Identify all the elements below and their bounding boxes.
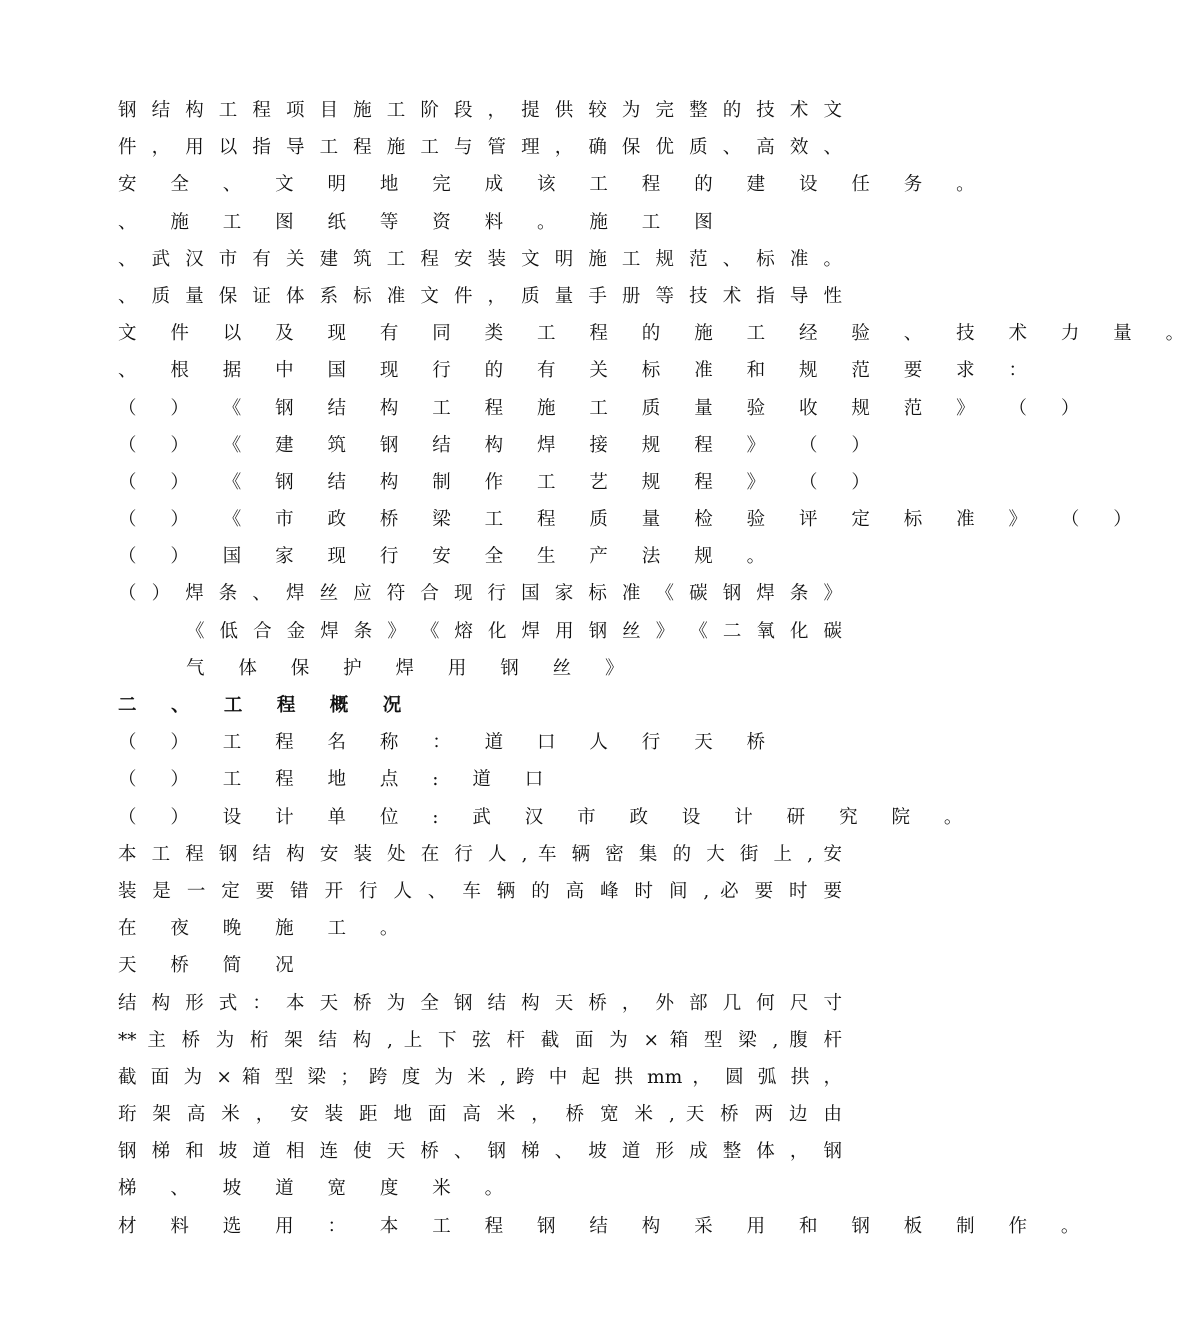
body-text-line: 材 料 选 用 ： 本 工 程 钢 结 构 采 用 和 钢 板 制 作 。 <box>118 1215 1094 1237</box>
body-text-line: 截 面 为 × 箱 型 梁 ； 跨 度 为 米 , 跨 中 起 拱 mm ， 圆 弧 拱 ， <box>118 1066 842 1088</box>
standard-reference: （ ） 《 钢 结 构 工 程 施 工 质 量 验 收 规 范 》 （ ） <box>118 397 1094 419</box>
list-item: 、 质 量 保 证 体 系 标 准 文 件 ， 质 量 手 册 等 技 术 指 导 性 <box>118 285 842 307</box>
list-item: 、 武 汉 市 有 关 建 筑 工 程 安 装 文 明 施 工 规 范 、 标 准 。 <box>118 248 842 270</box>
body-text-line: 钢 结 构 工 程 项 目 施 工 阶 段 ， 提 供 较 为 完 整 的 技 术 文 <box>118 100 842 121</box>
body-text-line: 梯 、 坡 道 宽 度 米 。 <box>118 1178 518 1200</box>
standard-reference: （ ） 国 家 现 行 安 全 生 产 法 规 。 <box>118 546 780 568</box>
project-info-item: （ ） 工 程 地 点 : 道 口 <box>118 769 558 791</box>
project-info-item: （ ） 工 程 名 称 ： 道 口 人 行 天 桥 <box>118 732 780 754</box>
body-text-line: 结 构 形 式 ： 本 天 桥 为 全 钢 结 构 天 桥 ， 外 部 几 何 尺 寸 <box>118 992 842 1014</box>
standard-reference: （ ） 《 市 政 桥 梁 工 程 质 量 检 验 评 定 标 准 》 （ ） <box>118 509 1146 531</box>
standard-reference: （ ） 《 建 筑 钢 结 构 焊 接 规 程 》 （ ） <box>118 434 884 456</box>
standard-reference-continuation: 气 体 保 护 焊 用 钢 丝 》 <box>186 657 638 679</box>
body-text-line: 装 是 一 定 要 错 开 行 人 、 车 辆 的 高 峰 时 间 , 必 要 时 要 <box>118 880 842 902</box>
body-text-line: 钢 梯 和 坡 道 相 连 使 天 桥 、 钢 梯 、 坡 道 形 成 整 体 ， 钢 <box>118 1141 842 1163</box>
list-item: 、 根 据 中 国 现 行 的 有 关 标 准 和 规 范 要 求 ： <box>118 360 1041 382</box>
standard-reference: （ ） 焊 条 、 焊 丝 应 符 合 现 行 国 家 标 准 《 碳 钢 焊 条 》 <box>118 583 842 605</box>
body-text-line: 珩 架 高 米 ， 安 装 距 地 面 高 米 ， 桥 宽 米 , 天 桥 两 边 由 <box>118 1104 842 1126</box>
section-heading: 二 、 工 程 概 况 <box>118 695 416 716</box>
document-page <box>118 92 1198 1245</box>
body-text-line: 在 夜 晚 施 工 。 <box>118 918 413 940</box>
body-text-line: 安 全 、 文 明 地 完 成 该 工 程 的 建 设 任 务 。 <box>118 174 989 196</box>
project-info-item: （ ） 设 计 单 位 : 武 汉 市 政 设 计 研 究 院 。 <box>118 806 977 828</box>
subsection-heading: 天 桥 简 况 <box>118 955 308 977</box>
standard-reference-continuation: 《 低 合 金 焊 条 》 《 熔 化 焊 用 钢 丝 》 《 二 氧 化 碳 <box>186 620 842 642</box>
body-text-line: ** 主 桥 为 桁 架 结 构 , 上 下 弦 杆 截 面 为 × 箱 型 梁 , 腹 杆 <box>118 1029 842 1051</box>
standard-reference: （ ） 《 钢 结 构 制 作 工 艺 规 程 》 （ ） <box>118 471 884 493</box>
body-text-line: 本 工 程 钢 结 构 安 装 处 在 行 人 , 车 辆 密 集 的 大 街 上 , 安 <box>118 843 842 865</box>
list-item: 、 施 工 图 纸 等 资 料 。 施 工 图 <box>118 211 727 233</box>
body-text-line: 件 ， 用 以 指 导 工 程 施 工 与 管 理 ， 确 保 优 质 、 高 效 、 <box>118 137 842 159</box>
body-text-line: 文 件 以 及 现 有 同 类 工 程 的 施 工 经 验 、 技 术 力 量 。 <box>118 323 1198 345</box>
